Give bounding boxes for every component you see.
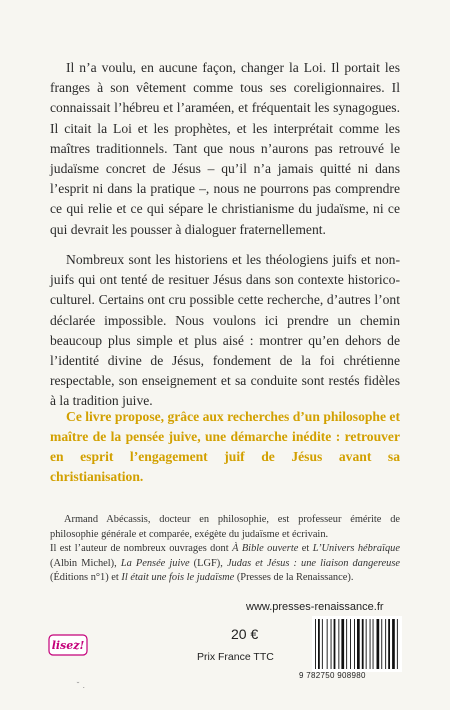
bio-line: Armand Abécassis, docteur en philosophie, est professeur émérite de philosophie générale et comparée, exégète du judaïsme et écrivain. [50,514,400,540]
bio-text: et [298,543,313,554]
barcode-bar [338,619,339,669]
barcode-bar [362,619,364,669]
barcode-bar [350,619,351,669]
author-bio [50,513,400,586]
bio-text: (Presses de la Renaissance). [234,572,354,583]
paragraph-1: Il n’a voulu, en aucune façon, changer la Loi. Il portait les franges à son vêtement comme tous ses coreligionnaires. Il connaissait l’hébreu et l’araméen, et fréquentait les synagogues. Il citait la Loi et les prophètes, et les interprétait comme les maîtres traditionnels. Tant que nous n’aurons pas retrouvé le judaïsme concret de Jésus – qu’il n’a jamais quitté ni dans l’esprit ni dans la pratique –, nous ne pourrons pas comprendre ce qui relie et ce qui sépare le christianisme du judaïsme, ni ce qui devrait les pousser à dialoguer fraternellement. [50,60,400,237]
lisez-logo [48,634,88,656]
book-title: Il était une fois le judaïsme [121,572,235,583]
barcode-bar [354,619,355,669]
barcode-bar [370,619,371,669]
barcode-bar [377,619,380,669]
publisher-website: www.presses-renaissance.fr [246,601,384,613]
barcode-bar [392,619,395,669]
book-title: Judas et Jésus : une liaison dangereuse [226,557,400,569]
price-label: Prix France TTC [197,651,274,663]
highlight-summary: Ce livre propose, grâce aux recherches d’un philosophe et maître de la pensée juive, une démarche inédite : retrouver en esprit l’engagement juif de Jésus avant sa christianisation. [50,409,400,484]
bio-text: Il est l’auteur de nombreux ouvrages dont [50,543,233,554]
price: 20 € [231,626,259,642]
barcode-bar [334,619,336,669]
barcode-bar [366,619,367,669]
barcode-bar [315,619,316,669]
barcode [312,616,402,672]
bio-text: (Albin Michel), [50,557,121,569]
barcode-bar [388,619,390,669]
paragraph-2: Nombreux sont les historiens et les théologiens juifs et non-juifs qui ont tenté de resituer Jésus dans son contexte historico-culturel. Certains ont cru possible cette recherche, d’autres l’ont déclarée impossible. Nous voulons ici prendre un chemin beaucoup plus simple et plus aisé : montrer qu’en dehors de l’identité divine de Jésus, fondement de la foi chrétienne respectable, son enseignement et sa conduite sont restés fidèles à la tradition juive. [50,252,400,409]
bio-text: (Éditions n°1) et [50,572,122,583]
isbn-number: 9 782750 908980 [299,671,366,680]
barcode-bar [381,619,382,669]
barcode-bar [385,619,386,669]
barcode-bar [346,619,347,669]
barcode-bar [373,619,374,669]
barcode-bar [322,619,323,669]
barcode-bar [331,619,332,669]
barcode-bar [318,619,320,669]
logo-text: lisez! [51,639,85,652]
barcode-bar [357,619,360,669]
bio-text: (LGF), [189,557,227,569]
barcode-bar [327,619,328,669]
book-title: La Pensée juive [120,557,190,569]
decorative-mark: ˘ . [76,681,86,690]
book-title: À Bible ouverte [232,543,299,554]
book-title: L’Univers hébraïque [312,543,400,554]
barcode-bar [341,619,344,669]
barcode-bar [397,619,398,669]
